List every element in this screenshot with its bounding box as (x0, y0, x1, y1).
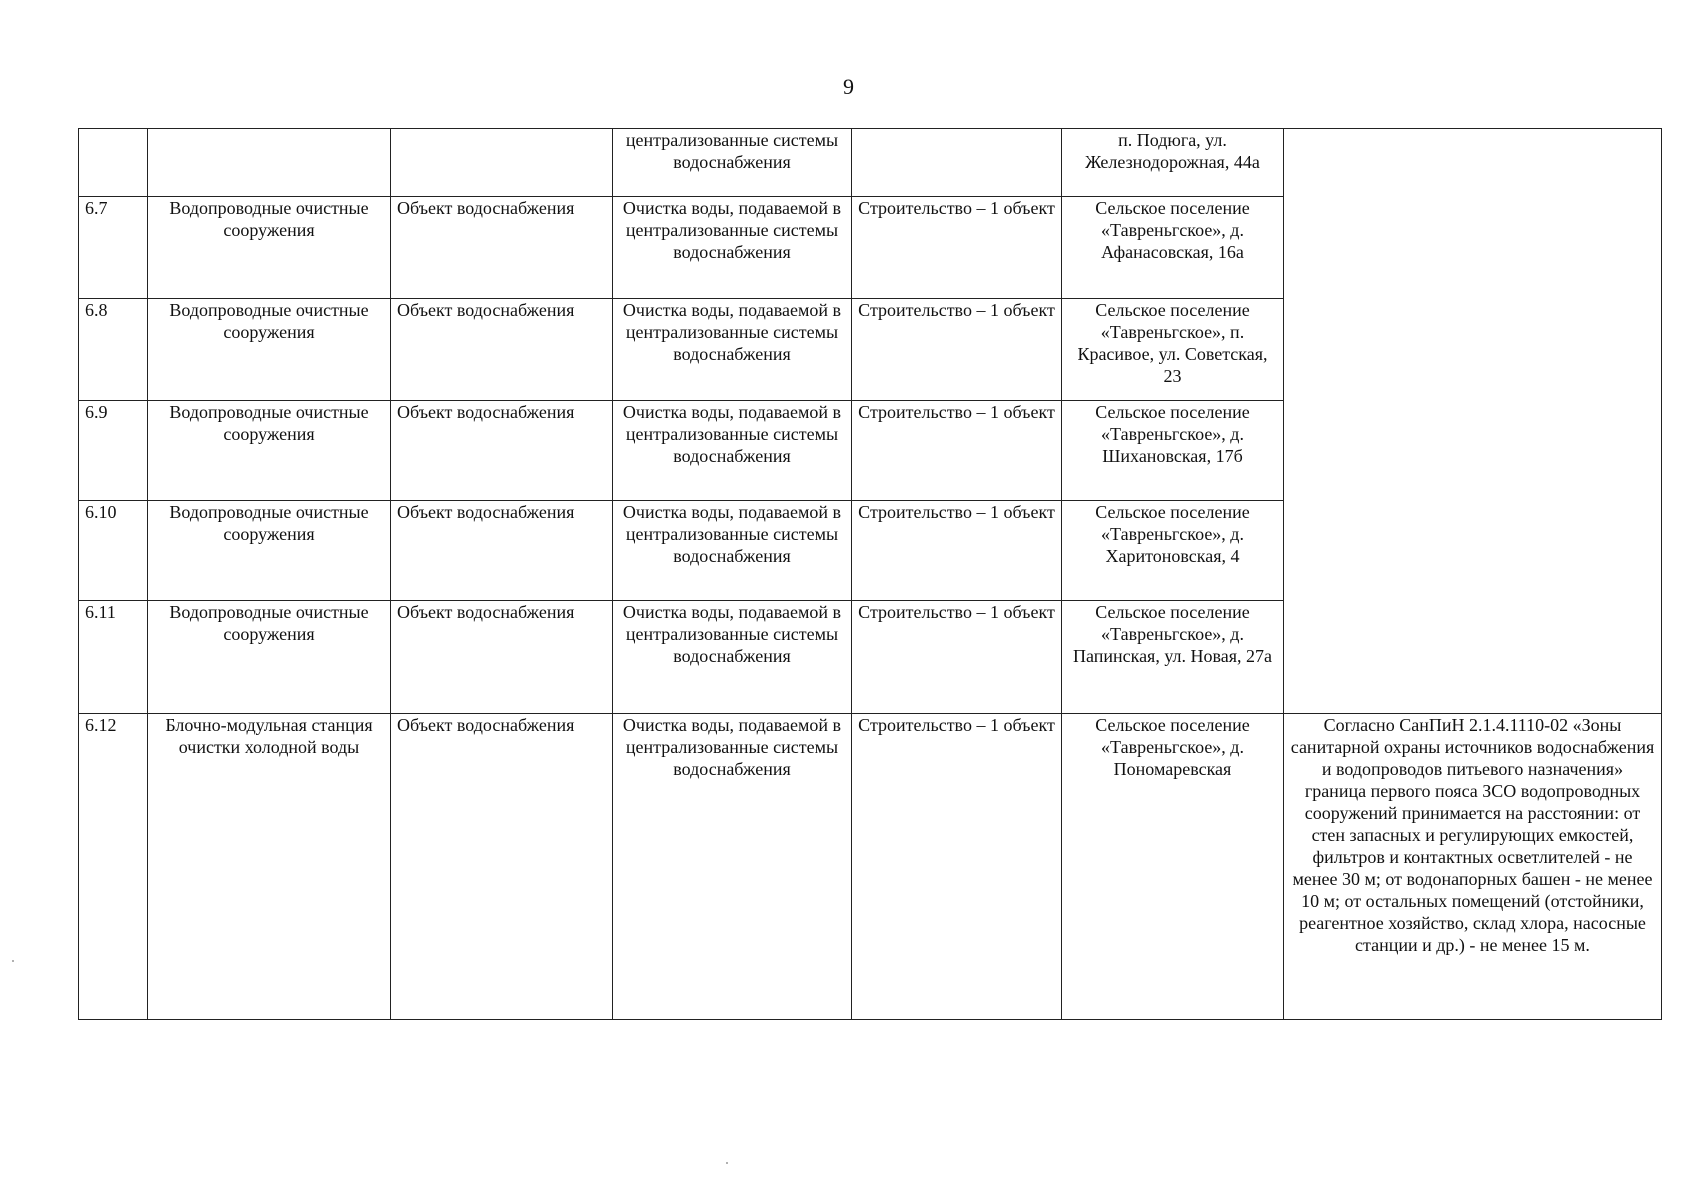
object-location: Сельское поселение «Тавреньгское», д. Шихановская, 17б (1062, 401, 1284, 501)
object-characteristic: Строительство – 1 объект (852, 714, 1062, 1020)
object-name: Водопроводные очистные сооружения (148, 197, 391, 299)
row-number (79, 129, 148, 197)
object-location: Сельское поселение «Тавреньгское», д. Папинская, ул. Новая, 27а (1062, 601, 1284, 714)
object-location: Сельское поселение «Тавреньгское», п. Красивое, ул. Советская, 23 (1062, 299, 1284, 401)
object-name: Водопроводные очистные сооружения (148, 601, 391, 714)
page-number: 9 (843, 74, 854, 99)
table-row (79, 129, 1662, 197)
object-purpose: Очистка воды, подаваемой в централизованные системы водоснабжения (613, 401, 852, 501)
row-number: 6.7 (79, 197, 148, 299)
object-type: Объект водоснабжения (391, 501, 613, 601)
object-type: Объект водоснабжения (391, 299, 613, 401)
object-name: Блочно-модульная станция очистки холодной воды (148, 714, 391, 1020)
object-location: п. Подюга, ул. Железнодорожная, 44а (1062, 129, 1284, 197)
object-location: Сельское поселение «Тавреньгское», д. Харитоновская, 4 (1062, 501, 1284, 601)
object-characteristic: Строительство – 1 объект (852, 299, 1062, 401)
object-type: Объект водоснабжения (391, 714, 613, 1020)
zone-cell-empty (1284, 129, 1662, 714)
object-purpose: Очистка воды, подаваемой в централизованные системы водоснабжения (613, 601, 852, 714)
object-type: Объект водоснабжения (391, 401, 613, 501)
object-type (391, 129, 613, 197)
row-number: 6.9 (79, 401, 148, 501)
object-location: Сельское поселение «Тавреньгское», д. Пономаревская (1062, 714, 1284, 1020)
row-number: 6.11 (79, 601, 148, 714)
object-characteristic: Строительство – 1 объект (852, 501, 1062, 601)
object-name: Водопроводные очистные сооружения (148, 501, 391, 601)
object-type: Объект водоснабжения (391, 197, 613, 299)
object-purpose: Очистка воды, подаваемой в централизованные системы водоснабжения (613, 714, 852, 1020)
scan-speck (726, 1162, 728, 1164)
object-characteristic (852, 129, 1062, 197)
object-location: Сельское поселение «Тавреньгское», д. Афанасовская, 16а (1062, 197, 1284, 299)
row-number: 6.10 (79, 501, 148, 601)
object-type: Объект водоснабжения (391, 601, 613, 714)
object-characteristic: Строительство – 1 объект (852, 401, 1062, 501)
scan-speck (12, 960, 14, 962)
row-number: 6.12 (79, 714, 148, 1020)
row-number: 6.8 (79, 299, 148, 401)
object-purpose: Очистка воды, подаваемой в централизованные системы водоснабжения (613, 501, 852, 601)
object-characteristic: Строительство – 1 объект (852, 197, 1062, 299)
objects-table (78, 128, 1662, 1020)
object-name: Водопроводные очистные сооружения (148, 401, 391, 501)
sanitary-zone-note: Согласно СанПиН 2.1.4.1110-02 «Зоны санитарной охраны источников водоснабжения и водопроводов питьевого назначения» граница первого пояса ЗСО водопроводных сооружений принимается на расстоянии: от стен запасных и регулирующих емкостей, фильтров и контактных осветлителей - не менее 30 м; от водонапорных башен - не менее 10 м; от остальных помещений (отстойники, реагентное хозяйство, склад хлора, насосные станции и др.) - не менее 15 м. (1284, 714, 1662, 1020)
object-name: Водопроводные очистные сооружения (148, 299, 391, 401)
object-name (148, 129, 391, 197)
object-characteristic: Строительство – 1 объект (852, 601, 1062, 714)
object-purpose: Очистка воды, подаваемой в централизованные системы водоснабжения (613, 197, 852, 299)
object-purpose: Очистка воды, подаваемой в централизованные системы водоснабжения (613, 299, 852, 401)
object-purpose: централизованные системы водоснабжения (613, 129, 852, 197)
table-row (79, 714, 1662, 1020)
